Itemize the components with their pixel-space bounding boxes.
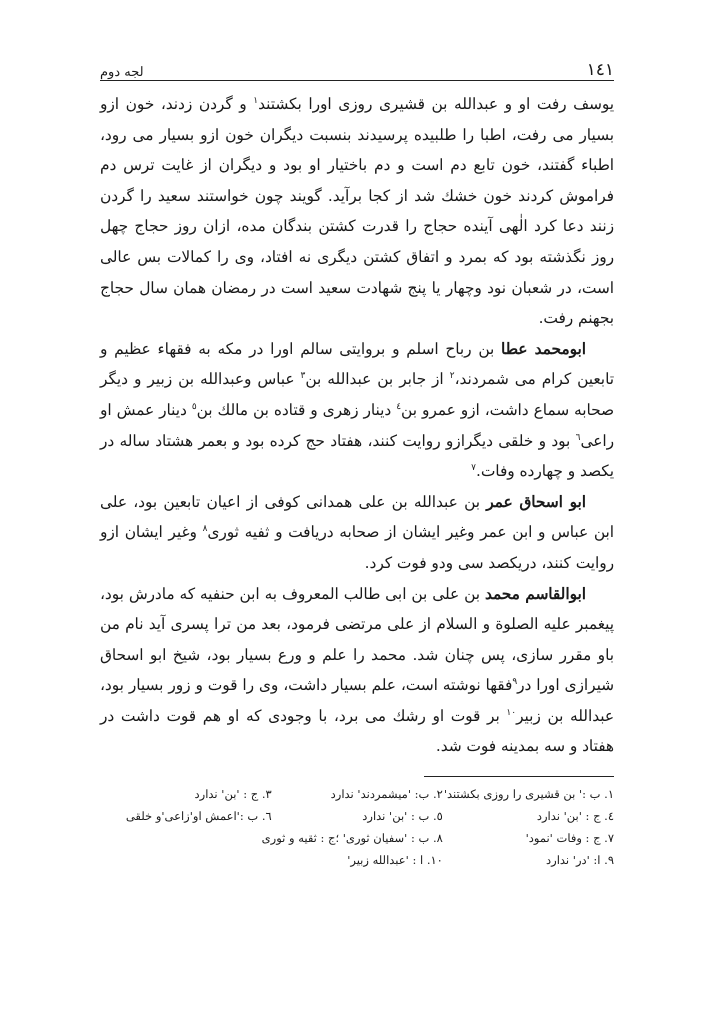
bold-name: ابوالقاسم محمد bbox=[484, 584, 586, 603]
text-run: يوسف رفت او و عبدالله بن قشيرى روزى اورا بكشتند bbox=[258, 95, 614, 113]
bold-name: ابومحمد عطا bbox=[501, 339, 586, 358]
footnote-marker: ٣ bbox=[300, 371, 306, 382]
footnote: ٧. ج : وفات 'نمود' bbox=[525, 831, 614, 846]
footnote-marker: ٦ bbox=[575, 432, 581, 443]
text-run: بن على بن ابى طالب المعروف به ابن حنفيه كه مادرش بود، پيغمبر عليه الصلوة و السلام از على مرتضى فرمود، بعد من ترا پسرى آيد نام من باو مقرر سازى، پس چنان شد. محمد را علم و ورع بسيار بود، شيخ ابو اسحاق شيرازى اورا در bbox=[100, 584, 614, 695]
body-text bbox=[100, 89, 614, 762]
text-run: بر قوت او رشك مى برد، با وجودى كه او هم قوت داشت در هفتاد و سه بمدينه فوت شد. bbox=[100, 706, 614, 756]
footnote-marker: ٥ bbox=[191, 401, 197, 412]
footnote: ١٠. ا : 'عبدالله زبير' bbox=[347, 853, 443, 868]
footnote: ٣. ج : 'بن' ندارد bbox=[194, 787, 272, 802]
text-run: عباس وعبدالله بن زبير و ديگر صحابه سماع داشت، ازو عمرو بن bbox=[100, 370, 614, 419]
text-run: دينار عمش او راعى bbox=[100, 400, 614, 450]
footnote-marker: ١٠ bbox=[506, 707, 517, 718]
footnote-marker: ٨ bbox=[202, 524, 208, 535]
text-run: بن عبدالله بن على همدانى كوفى از اعيان تابعين بود، على ابن عباس و ابن عمر وغير ايشان از صحابه دريافت و ثفيه ثورى bbox=[100, 492, 615, 542]
footnotes bbox=[100, 783, 614, 871]
footnote: ١. ب :' بن قشيرى را روزى بكشتند' bbox=[443, 787, 614, 802]
footnote: ٢. ب: 'ميشمردند' ندارد bbox=[330, 787, 443, 802]
paragraph bbox=[100, 579, 614, 763]
footnote-marker: ٧ bbox=[471, 463, 477, 474]
paragraph bbox=[100, 334, 614, 487]
running-head: لجه دوم bbox=[100, 65, 144, 80]
footnote: ٦. ب :'اعمش او'زاعى'و خلقى bbox=[125, 809, 272, 824]
text-run: و گردن زدند، خون ازو بسيار مى رفت، اطبا را طلبيده پرسيدند بنسبت ديگران خون ازو بسيار مى رود، اطباء گفتند، خون تابع دم است و دم باختيار او بود و ديگران از غايت ترس دم فراموش كردند خون خشك شد از كجا برآيد. گويند چون خواستند سعيد را گردن زنند دعا كرد الٰهى آينده حجاج را قدرت كشتن بندگان مده، ازان روز حجاج چهل روز نگذشته بود كه بمرد و اتفاق كشتن ديگرى نه افتاد، وى را كمالات بس عالى است، در شعبان نود وچهار يا پنج شهادت سعيد است در رمضان همان سال حجاج بجهنم رفت. bbox=[100, 95, 614, 328]
footnote-marker: ١ bbox=[253, 95, 259, 106]
document-page bbox=[100, 52, 614, 871]
footnote-row bbox=[100, 805, 614, 827]
text-run: از جابر بن عبدالله بن bbox=[305, 370, 450, 389]
bold-name: ابو اسحاق عمر bbox=[486, 492, 586, 511]
page-number: ١٤١ bbox=[586, 60, 614, 80]
paragraph bbox=[100, 89, 614, 334]
footnote: ٨. ب : 'سفيان ثورى' ؛ج : ثقيه و ثورى bbox=[261, 831, 443, 846]
footnote: ٩. ا: 'در' ندارد bbox=[546, 853, 614, 868]
footnote-marker: ٩ bbox=[512, 677, 518, 688]
text-run: بود و خلقى ديگرازو روايت كنند، هفتاد حج كرده بود و بعمر هشتاد ساله در يكصد و چهارده وفات. bbox=[100, 431, 614, 481]
text-run: بن رباح اسلم و بروايتى سالم اورا در مكه به فقهاء عظيم و تابعين كرام مى شمردند، bbox=[100, 339, 614, 389]
paragraph bbox=[100, 487, 614, 579]
footnote-row bbox=[100, 827, 614, 849]
footnote-row bbox=[100, 783, 614, 805]
footnote-rule bbox=[424, 776, 614, 777]
footnote: ٤. ج : 'بن' ندارد bbox=[536, 809, 614, 824]
page-header bbox=[100, 52, 614, 81]
footnote-marker: ٤ bbox=[396, 401, 402, 412]
text-run: فقها نوشته است، علم بسيار داشت، وى را قوت و زور بسيار بود، عبدالله بن زبير bbox=[100, 676, 614, 725]
footnote: ٥. ب : 'بن' ندارد bbox=[362, 809, 443, 824]
text-run: دينار زهرى و قتاده بن مالك بن bbox=[196, 400, 397, 419]
footnote-marker: ٢ bbox=[449, 371, 455, 382]
footnote-row bbox=[100, 849, 614, 871]
text-run: وغير ايشان ازو روايت كنند، دريكصد سى ودو فوت كرد. bbox=[100, 523, 614, 572]
